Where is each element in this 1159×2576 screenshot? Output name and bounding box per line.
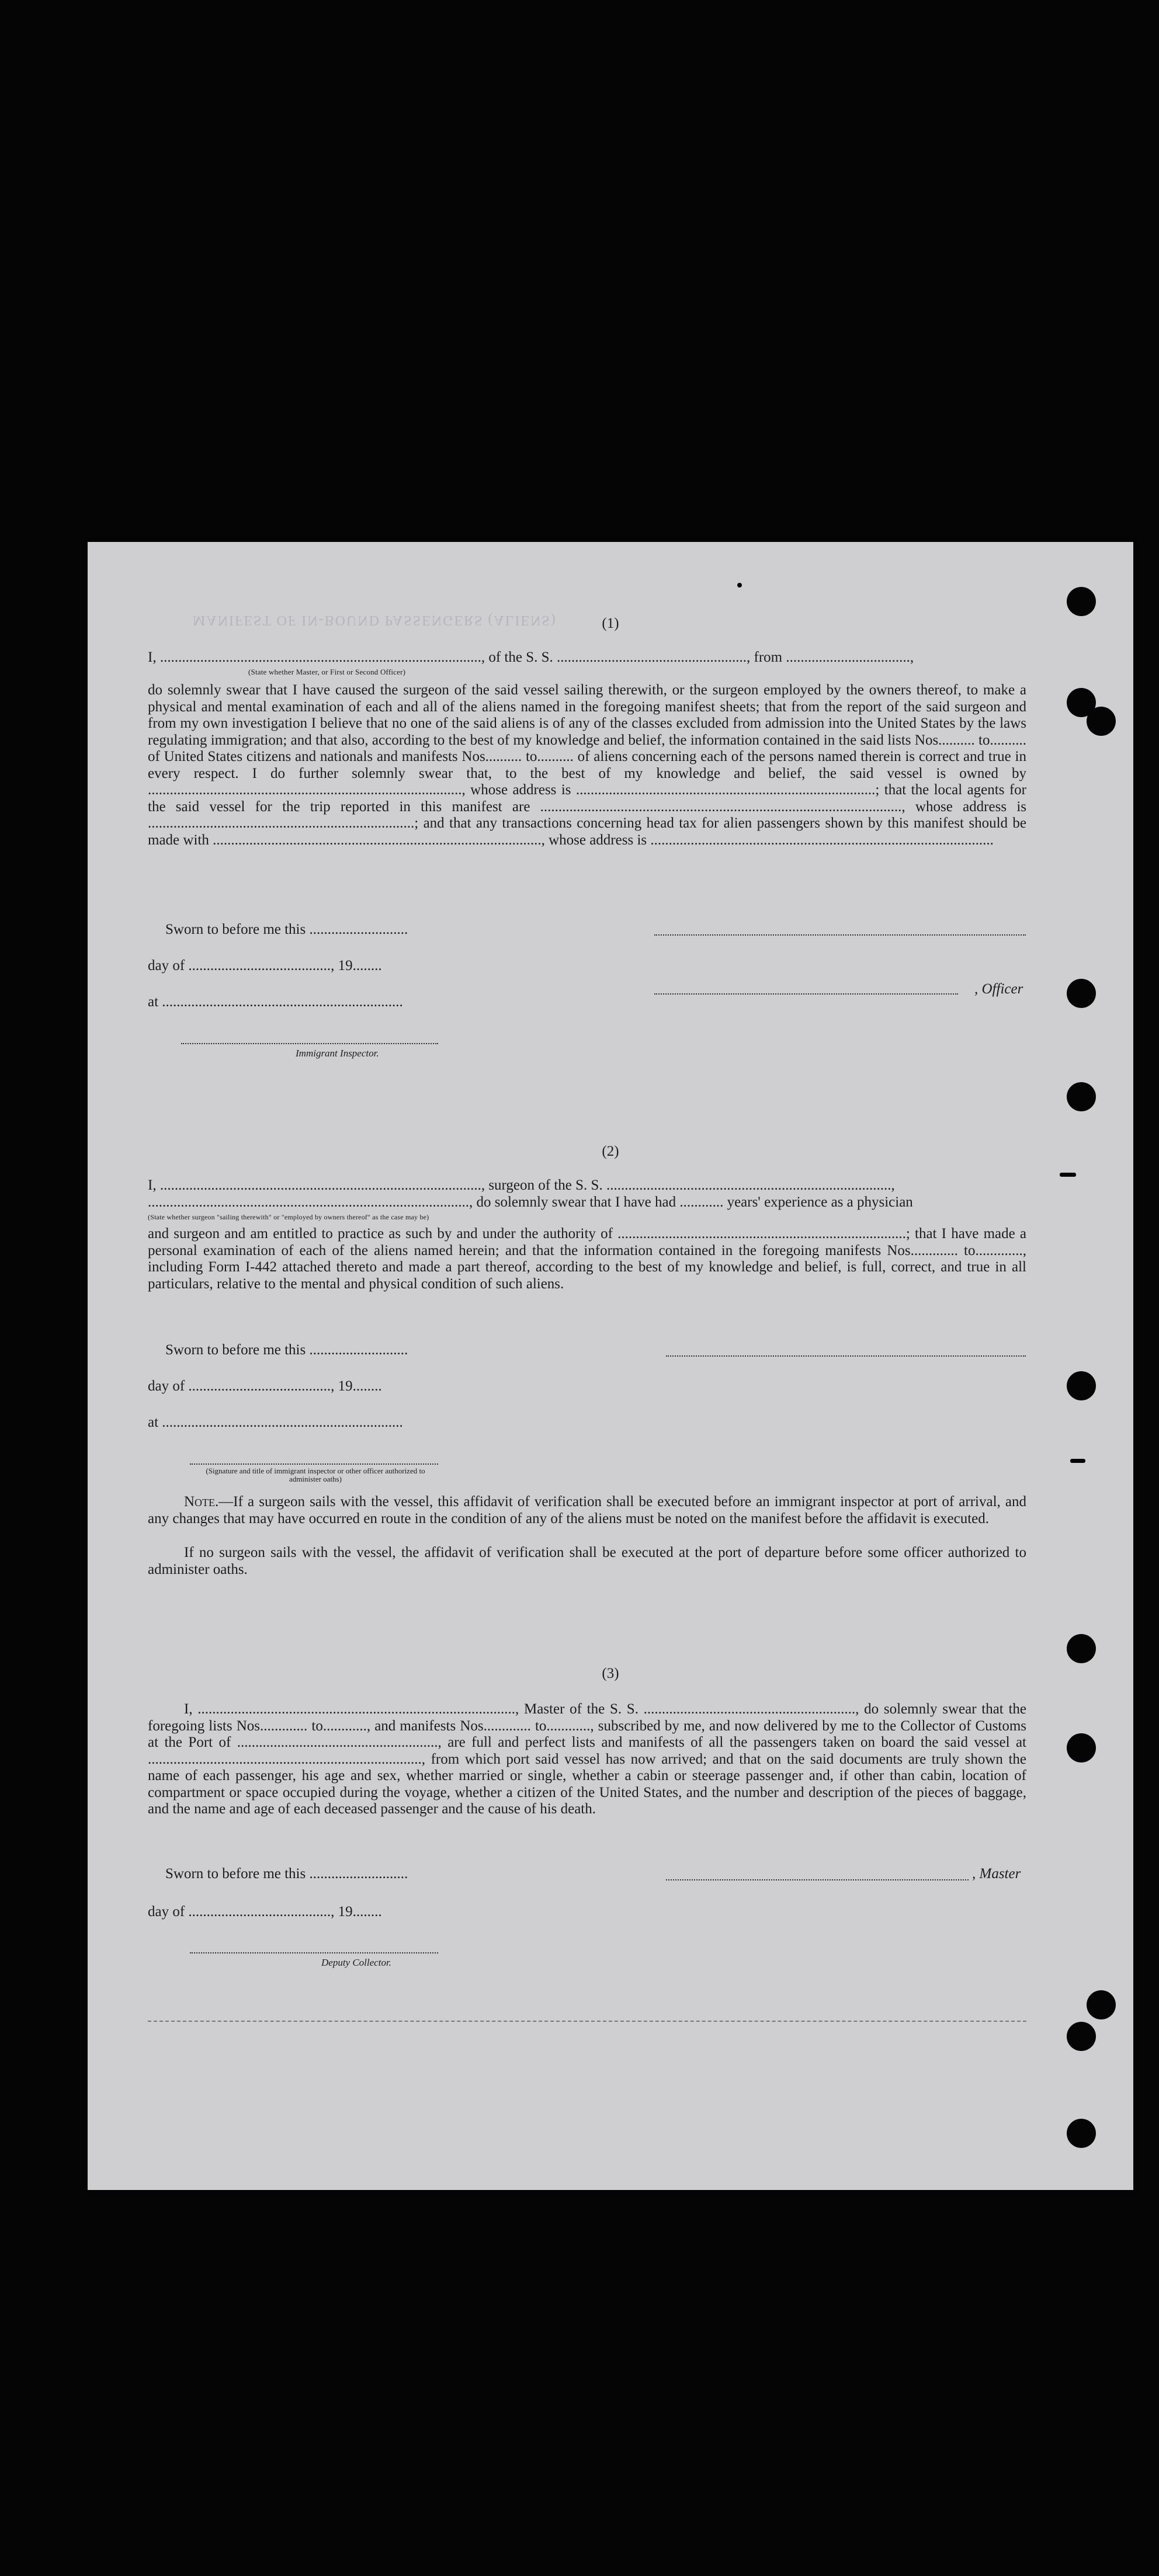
section-3-number: (3) (602, 1666, 619, 1681)
ink-mark (1070, 1459, 1085, 1463)
ink-mark (737, 583, 742, 587)
section-2-officer-signature-line (190, 1463, 438, 1465)
section-2-day-line: day of ......................................., 19........ (148, 1378, 382, 1394)
punch-hole (1067, 1634, 1096, 1663)
section-2-second-line: ........................................................................................, do solemnly swear that I have had ............ years' experience as a physician (148, 1194, 913, 1210)
punch-hole (1067, 2119, 1096, 2148)
section-1-officer-line (654, 993, 958, 995)
punch-hole (1067, 2022, 1096, 2051)
note-label: Note. (184, 1494, 219, 1510)
section-3-master-line (666, 1879, 969, 1880)
section-2-opening-line: I, ........................................................................................, surgeon of the S. S. .............................................................................., (148, 1177, 895, 1193)
section-2-sworn-line: Sworn to before me this ........................... (165, 1342, 408, 1358)
section-1-line-caption: (State whether Master, or First or Second Officer) (248, 668, 406, 676)
ink-mark (1060, 1173, 1076, 1177)
section-3-collector-caption: Deputy Collector. (321, 1957, 391, 1968)
section-2-note-2: If no surgeon sails with the vessel, the affidavit of verification shall be executed at the port of departure before some officer authorized to administer oaths. (148, 1545, 1026, 1577)
section-1-day-line: day of ......................................., 19........ (148, 958, 382, 974)
section-2-oath-text: and surgeon and am entitled to practice as such by and under the authority of ...............................................................................; that I have made a personal examination of each of the aliens named herein; and that the information contained in the foregoing manifests Nos............. to............., including Form I-442 attached thereto and made a part thereof, according to the best of my knowledge and belief, is full, correct, and true in all particulars, relative to the mental and physical condition of such aliens. (148, 1226, 1026, 1292)
bleed-through-header: MANIFEST OF IN-BOUND PASSENGERS (ALIENS) (193, 613, 557, 628)
punch-hole (1067, 1371, 1096, 1400)
section-3-master-label: , Master (972, 1866, 1021, 1882)
section-1-oath-text: do solemnly swear that I have caused the surgeon of the said vessel sailing therewith, or the surgeon employed by the owners thereof, to make a physical and mental examination of each and all of the aliens named in the foregoing manifest sheets; that from the report of the said surgeon and from my own investigation I believe that no one of the said aliens is of any of the classes excluded from admission into the United States by the laws regulating immigration; and that also, according to the best of my knowledge and belief, the information contained in the said lists Nos.......... to.......... of United States citizens and nationals and manifests Nos.......... to.......... of aliens concerning each of the persons named therein is correct and true in every respect. I do further solemnly swear that, to the best of my knowledge and belief, the said vessel is owned by ......................................................................................, whose address is ..................................................................................; that the local agents for the said vessel for the trip reported in this manifest are ..................................................................................................., whose address is .........................................................................; and that any transactions concerning head tax for alien passengers shown by this manifest should be made with .........................................................................................., whose address is .............................................................................................. (148, 682, 1026, 848)
section-1-inspector-signature-line (181, 1043, 438, 1044)
punch-hole (1087, 1990, 1116, 2019)
section-1-signature-line (654, 934, 1026, 936)
punch-hole (1067, 587, 1096, 616)
section-2-line-caption: (State whether surgeon "sailing therewith" or "employed by owners thereof" as the case may be) (148, 1213, 429, 1221)
section-3-sworn-line: Sworn to before me this ........................... (165, 1866, 408, 1882)
punch-hole (1067, 979, 1096, 1008)
section-1-at-line: at .................................................................. (148, 994, 403, 1010)
note-text: —If a surgeon sails with the vessel, this affidavit of verification shall be executed before an immigrant inspector at port of arrival, and any changes that may have occurred en route in the condition of any of the aliens must be noted on the manifest before the affidavit is executed. (148, 1494, 1026, 1527)
section-2-officer-caption: (Signature and title of immigrant inspector or other officer authorized to administer oaths) (206, 1466, 425, 1483)
section-1-sworn-line: Sworn to before me this ........................... (165, 922, 408, 937)
section-3-day-line: day of ......................................., 19........ (148, 1904, 382, 1920)
section-1-number: (1) (602, 616, 619, 631)
section-2-signature-line (666, 1355, 1026, 1357)
punch-hole (1067, 1733, 1096, 1762)
section-1-officer-label: , Officer (974, 981, 1023, 997)
bottom-rule (148, 2021, 1026, 2022)
section-1-opening-line: I, ........................................................................................, of the S. S. ...................................................., from .................................., (148, 649, 914, 665)
section-1-inspector-caption: Immigrant Inspector. (296, 1048, 379, 1059)
section-2-number: (2) (602, 1143, 619, 1159)
section-3-collector-signature-line (190, 1952, 438, 1953)
punch-hole (1087, 707, 1116, 736)
section-2-at-line: at .................................................................. (148, 1414, 403, 1430)
manifest-page (88, 542, 1133, 2190)
punch-hole (1067, 1082, 1096, 1111)
section-3-oath-text: I, ......................................................................................., Master of the S. S. .........................................................., do solemnly swear that the foregoing lists Nos............. to............, and manifests Nos............. to............, subscribed by me, and now delivered by me to the Collector of Customs at the Port of ......................................................., are full and perfect lists and manifests of all the passengers taken on board the said vessel at ..........................................................................., from which port said vessel has now arrived; and that on the said documents are truly shown the name of each passenger, his age and sex, whether married or single, whether a cabin or steerage passenger and, if other than cabin, location of compartment or space occupied during the voyage, whether a citizen of the United States, and the number and description of the pieces of baggage, and the name and age of each deceased passenger and the cause of his death. (148, 1701, 1026, 1817)
section-2-note (148, 1494, 1026, 1527)
